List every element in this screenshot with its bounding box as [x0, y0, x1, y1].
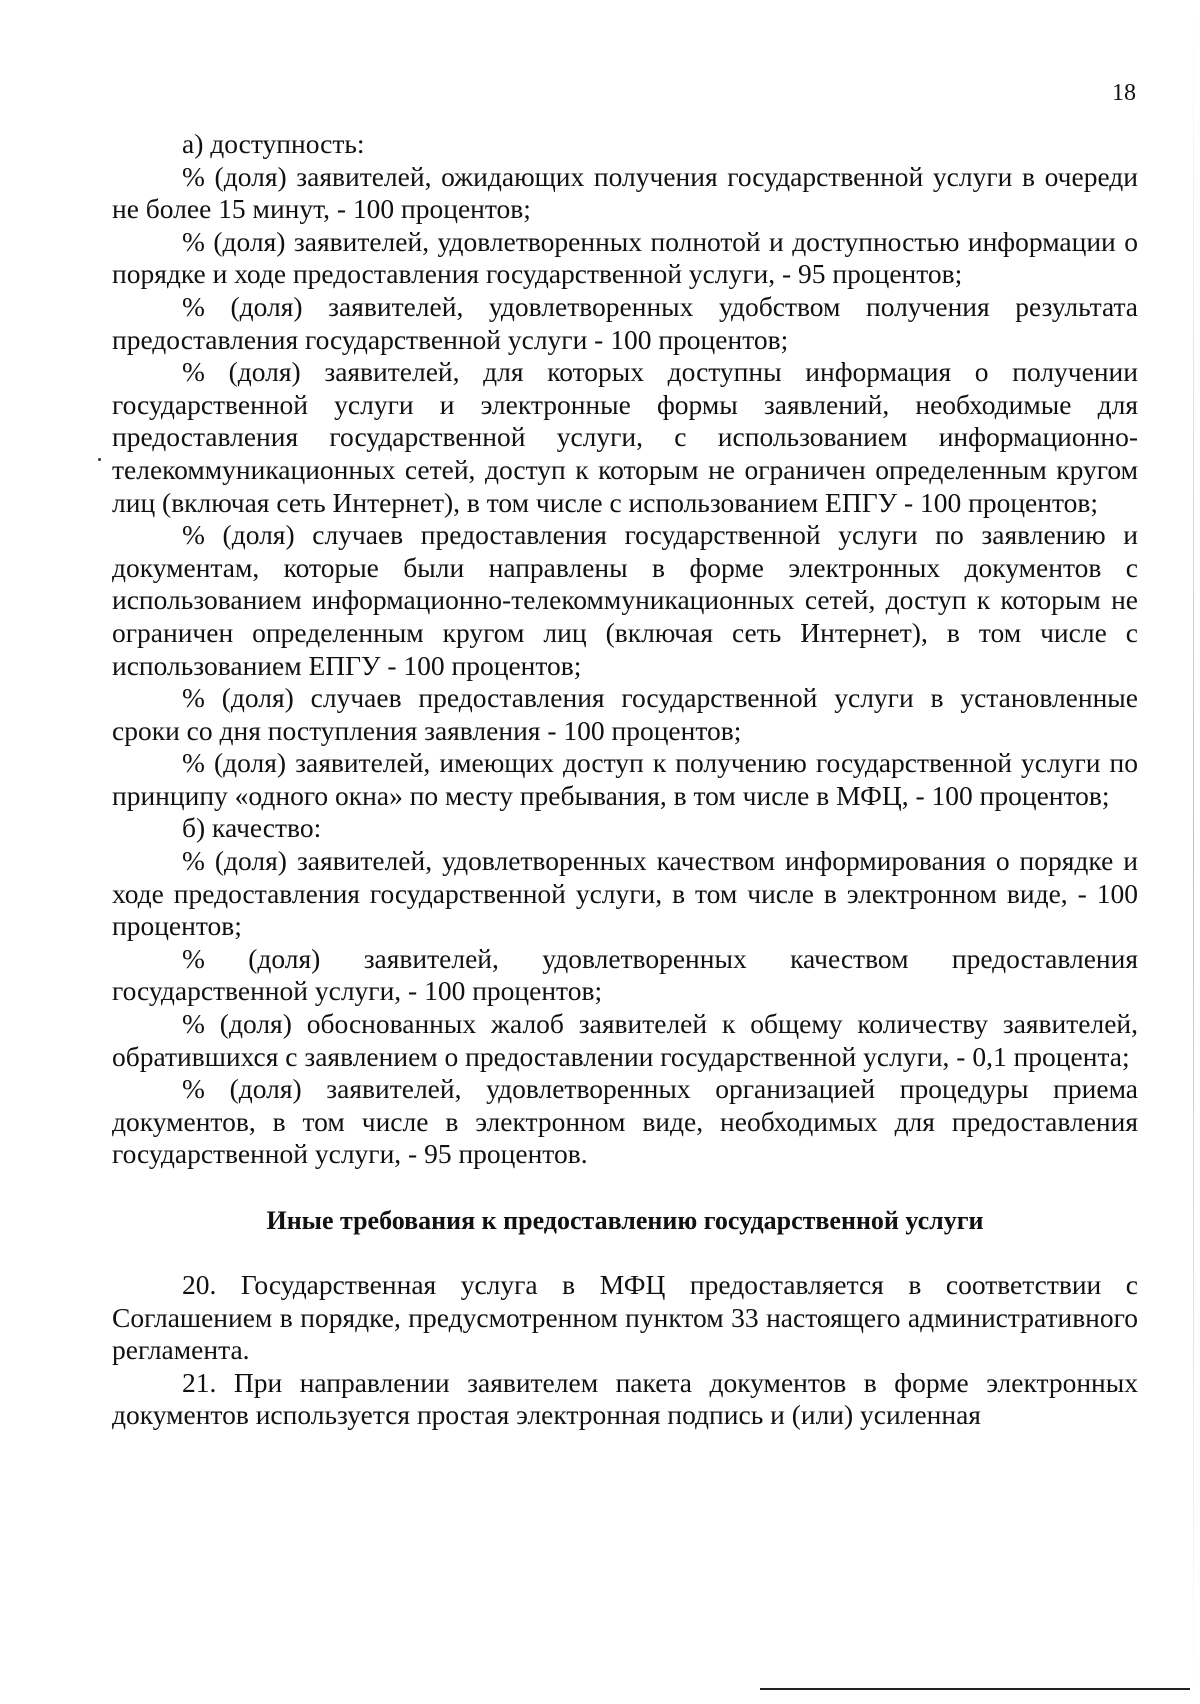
page-number: 18 — [1112, 80, 1136, 106]
paragraph: % (доля) заявителей, удовлетворенных организацией процедуры приема документов, в том числе в электронном виде, необходимых для предоставления государственной услуги, - 95 процентов. — [112, 1073, 1138, 1170]
paragraph: % (доля) обоснованных жалоб заявителей к общему количеству заявителей, обратившихся с заявлением о предоставлении государственной услуги, - 0,1 процента; — [112, 1008, 1138, 1072]
paragraph: % (доля) заявителей, имеющих доступ к получению государственной услуги по принципу «одного окна» по месту пребывания, в том числе в МФЦ, - 100 процентов; — [112, 747, 1138, 811]
paragraph-availability-heading: а) доступность: — [182, 128, 365, 159]
scan-edge-bottom — [760, 1688, 1190, 1690]
section-heading: Иные требования к предоставлению государственной услуги — [266, 1206, 984, 1235]
scan-edge-right — [1193, 0, 1194, 1704]
paragraph: % (доля) заявителей, для которых доступны информация о получении государственной услуги и электронные формы заявлений, необходимые для предоставления государственной услуги, с использованием информационно-телекоммуникационных сетей, доступ к которым не ограничен определенным кругом лиц (включая сеть Интернет), в том числе с использованием ЕПГУ - 100 процентов; — [112, 356, 1138, 518]
document-body — [112, 128, 1138, 1432]
paragraph: % (доля) случаев предоставления государственной услуги по заявлению и документам, которые были направлены в форме электронных документов с использованием информационно-телекоммуникационных сетей, доступ к которым не ограничен определенным кругом лиц (включая сеть Интернет), в том числе с использованием ЕПГУ - 100 процентов; — [112, 519, 1138, 681]
paragraph: % (доля) заявителей, удовлетворенных полнотой и доступностью информации о порядке и ходе предоставления государственной услуги, - 95 процентов; — [112, 225, 1138, 290]
paragraph-quality-heading: б) качество: — [182, 812, 322, 844]
paragraph-item-21: 21. При направлении заявителем пакета документов в форме электронных документов используется простая электронная подпись и (или) усиленная — [112, 1366, 1138, 1431]
paragraph: % (доля) заявителей, удовлетворенных удобством получения результата предоставления государственной услуги - 100 процентов; — [112, 290, 1138, 355]
paragraph: % (доля) заявителей, ожидающих получения государственной услуги в очереди не более 15 минут, - 100 процентов; — [112, 160, 1138, 225]
scan-speck — [98, 458, 101, 461]
paragraph: % (доля) заявителей, удовлетворенных качеством предоставления государственной услуги, - 100 процентов; — [112, 942, 1138, 1007]
paragraph: % (доля) случаев предоставления государственной услуги в установленные сроки со дня поступления заявления - 100 процентов; — [112, 682, 1138, 746]
paragraph-item-20: 20. Государственная услуга в МФЦ предоставляется в соответствии с Соглашением в порядке, предусмотренном пунктом 33 настоящего административного регламента. — [112, 1269, 1138, 1366]
paragraph: % (доля) заявителей, удовлетворенных качеством информирования о порядке и ходе предоставления государственной услуги, в том числе в электронном виде, - 100 процентов; — [112, 845, 1138, 942]
